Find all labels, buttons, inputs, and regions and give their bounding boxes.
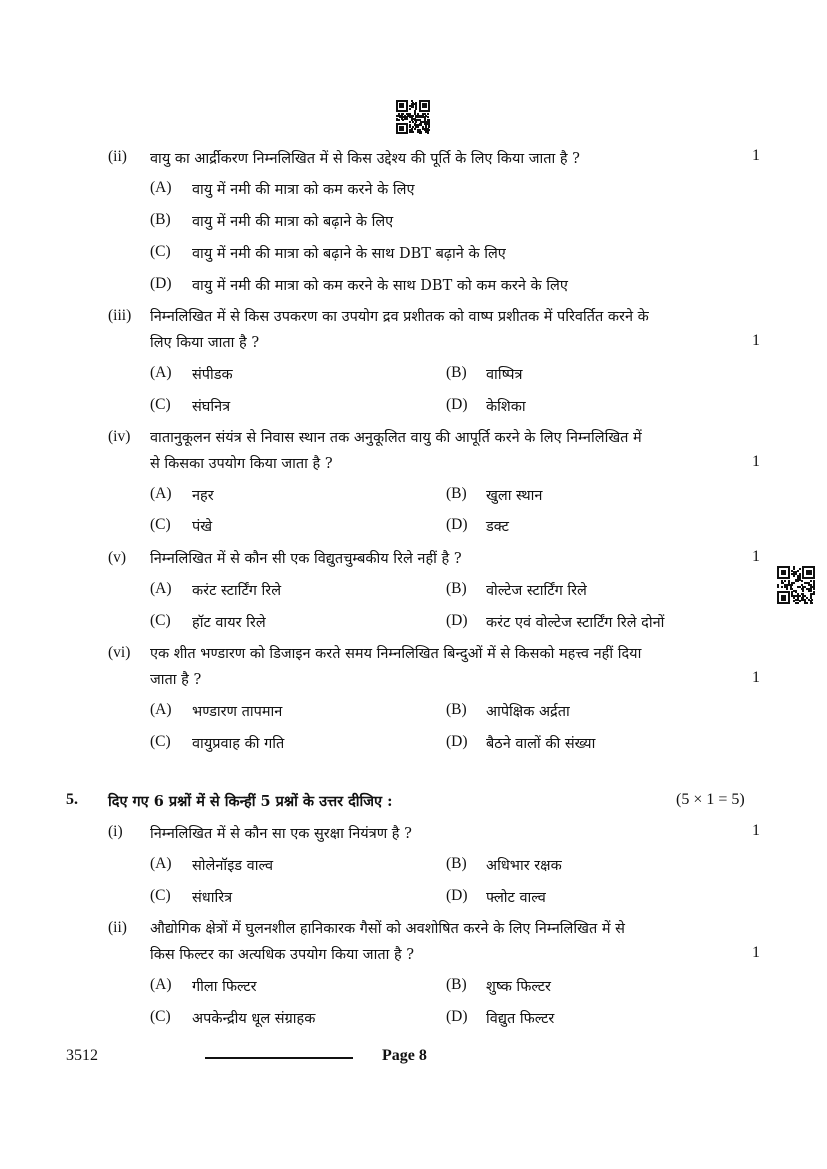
qr-module (788, 602, 790, 604)
option-label: (C) (150, 243, 171, 260)
qr-module (799, 568, 801, 570)
option-label: (A) (150, 485, 172, 502)
option-label: (C) (150, 516, 171, 533)
qr-module (810, 580, 812, 582)
option-text: वायु में नमी की मात्रा को बढ़ाने के साथ DBT बढ़ाने के लिए (192, 246, 506, 262)
qr-module (409, 121, 411, 123)
qr-module (406, 118, 408, 120)
qr-module (810, 573, 812, 575)
qr-module (799, 600, 801, 602)
qr-module (427, 116, 429, 118)
option-label: (B) (446, 976, 467, 993)
question-text-line2: जाता है ? (150, 672, 202, 688)
qr-module (813, 593, 815, 595)
qr-module (428, 110, 430, 112)
option-label: (D) (446, 733, 468, 750)
top-qr-code (396, 100, 430, 134)
qr-module (797, 580, 799, 582)
option-text: वोल्टेज स्टार्टिंग रिले (486, 583, 587, 599)
qr-module (793, 582, 795, 584)
option-label: (C) (150, 1008, 171, 1025)
qr-module (811, 602, 813, 604)
qr-module (813, 577, 815, 579)
question-marks: 1 (752, 669, 760, 686)
footer-rule (205, 1057, 353, 1059)
option-text: अधिभार रक्षक (486, 858, 562, 874)
question-text-line2: से किसका उपयोग किया जाता है ? (150, 456, 333, 472)
option-label: (D) (446, 612, 468, 629)
qr-module (417, 126, 419, 128)
question-text-line2: लिए किया जाता है ? (150, 335, 260, 351)
option-label: (A) (150, 179, 172, 196)
option-text: संधारित्र (192, 890, 233, 906)
question-text-line1: औद्योगिक क्षेत्रों में घुलनशील हानिकारक गैसों को अवशोषित करने के लिए निम्नलिखित में से (150, 921, 625, 937)
qr-module (784, 573, 786, 575)
qr-module (793, 575, 795, 577)
qr-module (777, 586, 779, 588)
qr-module (786, 588, 788, 590)
qr-module (406, 110, 408, 112)
option-text: फ्लोट वाल्व (486, 890, 546, 906)
option-label: (D) (446, 1008, 468, 1025)
option-label: (C) (150, 396, 171, 413)
option-label: (C) (150, 733, 171, 750)
qr-module (406, 132, 408, 134)
question-text: निम्नलिखित में से कौन सा एक सुरक्षा नियंत्रण है ? (150, 826, 412, 842)
option-text: भण्डारण तापमान (192, 704, 283, 720)
qr-module (801, 580, 803, 582)
question-text-line1: निम्नलिखित में से किस उपकरण का उपयोग द्रव प्रशीतक को वाष्प प्रशीतक में परिवर्तित करने के (150, 309, 649, 325)
option-label: (C) (150, 612, 171, 629)
question-marks: 1 (752, 548, 760, 565)
qr-module (813, 588, 815, 590)
question-marks: 1 (752, 147, 760, 164)
question-text: वायु का आर्द्रीकरण निम्नलिखित में से किस उद्देश्य की पूर्ति के लिए किया जाता है ? (150, 151, 580, 167)
option-text: केशिका (486, 399, 526, 415)
option-text: डक्ट (486, 519, 509, 535)
option-label: (D) (150, 275, 172, 292)
qr-module (414, 128, 416, 130)
option-text: नहर (192, 488, 214, 504)
qr-module (806, 602, 808, 604)
qr-module (412, 106, 414, 108)
qr-module (797, 570, 799, 572)
option-text: संघनित्र (192, 399, 231, 415)
qr-module (409, 108, 411, 110)
option-text: अपकेन्द्रीय धूल संग्राहक (192, 1011, 316, 1027)
question-text-line1: एक शीत भण्डारण को डिजाइन करते समय निम्नलिखित बिन्दुओं में से किसको महत्त्व नहीं दिया (150, 646, 642, 662)
qr-module (811, 599, 813, 601)
question-text-line2: किस फिल्टर का अत्यधिक उपयोग किया जाता है ? (150, 947, 415, 963)
question-number: (iii) (108, 307, 132, 324)
option-label: (B) (446, 701, 467, 718)
qr-module (791, 584, 793, 586)
option-label: (C) (150, 887, 171, 904)
question-number: (ii) (108, 919, 127, 936)
option-text: वायु में नमी की मात्रा को कम करने के साथ DBT को कम करने के लिए (192, 278, 568, 294)
option-text: करंट स्टार्टिंग रिले (192, 583, 282, 599)
option-label: (D) (446, 516, 468, 533)
option-text: आपेक्षिक अर्द्रता (486, 704, 570, 720)
question-number: (v) (108, 549, 127, 566)
qr-module (781, 586, 783, 588)
option-text: सोलेनॉइड वाल्व (192, 858, 274, 874)
option-label: (A) (150, 855, 172, 872)
question-marks: 1 (752, 332, 760, 349)
option-text: खुला स्थान (486, 488, 543, 504)
qr-module (427, 132, 429, 134)
option-label: (A) (150, 976, 172, 993)
qr-module (402, 106, 404, 108)
qr-module (784, 580, 786, 582)
paper-code: 3512 (66, 1047, 98, 1064)
qr-module (402, 129, 404, 131)
qr-module (802, 590, 804, 592)
option-text: शुष्क फिल्टर (486, 979, 551, 995)
question-number: (vi) (108, 644, 131, 661)
option-text: वायुप्रवाह की गति (192, 736, 285, 752)
option-text: करंट एवं वोल्टेज स्टार्टिंग रिले दोनों (486, 615, 665, 631)
question-number: (ii) (108, 148, 127, 165)
option-text: वाष्पित्र (486, 367, 523, 383)
option-label: (B) (446, 580, 467, 597)
question-marks: 1 (752, 822, 760, 839)
qr-module (398, 119, 400, 121)
qr-module (788, 577, 790, 579)
option-text: वायु में नमी की मात्रा को बढ़ाने के लिए (192, 214, 394, 230)
option-label: (A) (150, 364, 172, 381)
question-number: (i) (108, 823, 123, 840)
option-text: हॉट वायर रिले (192, 615, 266, 631)
qr-module (425, 106, 427, 108)
qr-module (402, 119, 404, 121)
qr-module (784, 599, 786, 601)
qr-module (412, 131, 414, 133)
option-text: संपीडक (192, 367, 233, 383)
question-5-number: 5. (66, 791, 78, 808)
option-label: (D) (446, 396, 468, 413)
option-text: विद्युत फिल्टर (486, 1011, 555, 1027)
question-marks: 1 (752, 944, 760, 961)
option-label: (B) (446, 364, 467, 381)
option-text: गीला फिल्टर (192, 979, 257, 995)
page-number: Page 8 (382, 1047, 427, 1064)
option-label: (B) (150, 211, 171, 228)
option-label: (A) (150, 580, 172, 597)
option-label: (B) (446, 855, 467, 872)
question-text-line1: वातानुकूलन संयंत्र से निवास स्थान तक अनुकूलित वायु की आपूर्ति करने के लिए निम्नलिखित में (150, 430, 642, 446)
qr-module (797, 602, 799, 604)
question-5-instruction: दिए गए 6 प्रश्नों में से किन्हीं 5 प्रश्नों के उत्तर दीजिए : (108, 793, 393, 810)
qr-module (793, 568, 795, 570)
side-qr-code (777, 566, 815, 604)
question-5-marks: (5 × 1 = 5) (676, 791, 745, 808)
option-text: पंखे (192, 519, 213, 535)
qr-module (810, 590, 812, 592)
question-text: निम्नलिखित में से कौन सी एक विद्युतचुम्बकीय रिले नहीं है ? (150, 551, 462, 567)
qr-module (420, 132, 422, 134)
option-label: (B) (446, 485, 467, 502)
question-marks: 1 (752, 453, 760, 470)
option-text: वायु में नमी की मात्रा को कम करने के लिए (192, 182, 415, 198)
option-text: बैठने वालों की संख्या (486, 736, 596, 752)
option-label: (D) (446, 887, 468, 904)
question-number: (iv) (108, 428, 131, 445)
option-label: (A) (150, 701, 172, 718)
